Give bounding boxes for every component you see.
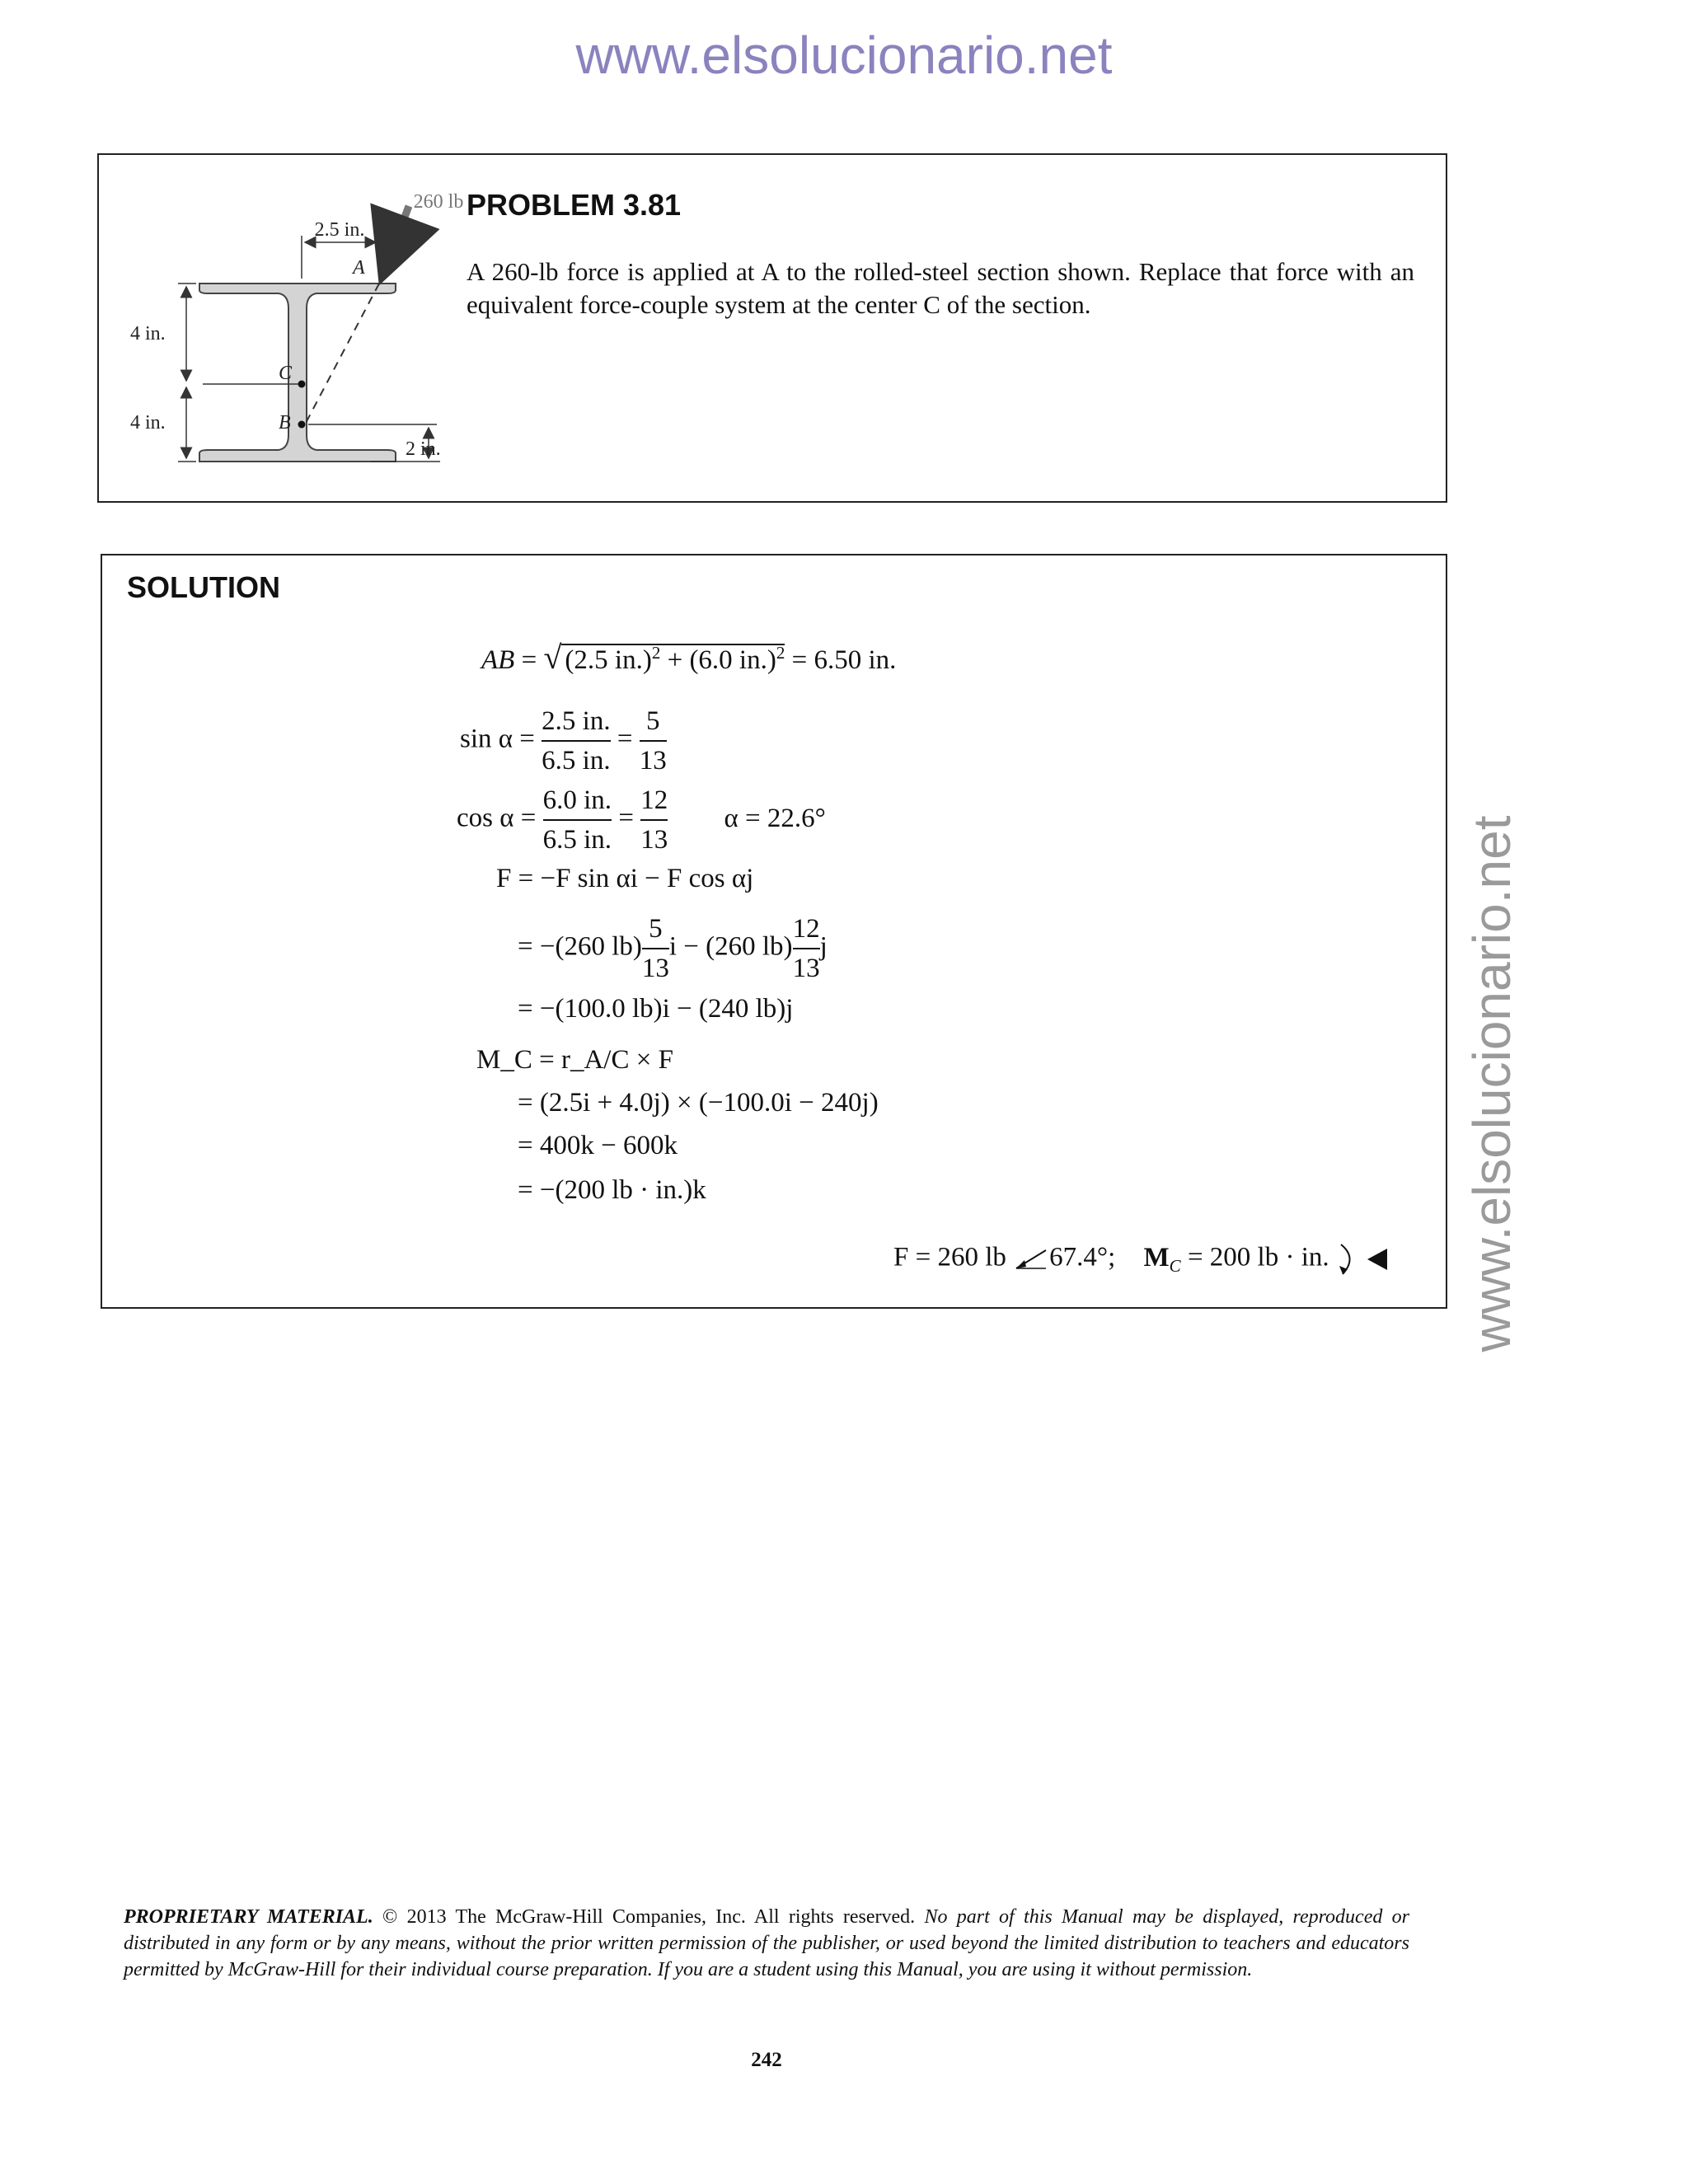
point-b-label: B	[279, 412, 291, 434]
f-line2-n2: 12	[793, 910, 820, 949]
m-line-2: = (2.5i + 4.0j) × (−100.0i − 240j)	[518, 1088, 879, 1118]
cos-num1: 6.0 in.	[543, 781, 612, 821]
answer-angle: 67.4°;	[1049, 1242, 1116, 1272]
solution-box	[101, 554, 1447, 1309]
footer-notice: No part of this Manual may be displayed, reproduced or distributed in any form or by any means, without the prior written permission of the publisher, or used beyond the limited distribution to teachers and educators permitted by McGraw-Hill for their individual course preparation. If you are a student using this Manual, you are using it without permission.	[124, 1906, 1409, 1980]
page-number: 242	[751, 2049, 782, 2071]
ab-lhs: AB	[481, 645, 515, 675]
sin-lhs: sin α =	[460, 724, 535, 754]
cos-den1: 6.5 in.	[542, 825, 612, 855]
copyright-footer	[124, 1904, 1409, 1983]
ab-exp2: 2	[776, 643, 785, 663]
answer-moment-value: = 200 lb · in.	[1187, 1242, 1329, 1272]
f-line2-d1: 13	[641, 954, 669, 983]
problem-box	[97, 153, 1447, 503]
sin-num1: 2.5 in.	[542, 702, 610, 742]
i-beam-figure	[124, 163, 470, 493]
f-line2-b: i − (260 lb)	[668, 931, 793, 962]
sin-den1: 6.5 in.	[542, 746, 611, 776]
ab-base1: (2.5 in.)	[565, 645, 652, 675]
watermark-side: www.elsolucionario.net	[1462, 815, 1522, 1352]
answer-moment-symbol: M	[1143, 1242, 1170, 1272]
sqrt-sign: √	[543, 639, 562, 676]
f-line-3: = −(100.0 lb)i − (240 lb)j	[518, 994, 794, 1024]
ab-base2: (6.0 in.)	[689, 645, 776, 675]
footer-copyright: © 2013 The McGraw-Hill Companies, Inc. All rights reserved.	[382, 1906, 916, 1928]
f-line-2	[518, 910, 828, 987]
sin-equation: sin α = $\frac{2.5 in.}{6.5 in.}$ = $\frac{5}{13}$	[460, 702, 667, 780]
m-line-3: = 400k − 600k	[518, 1131, 678, 1160]
cos-frac-2	[640, 781, 668, 859]
ab-exp1: 2	[651, 643, 661, 663]
point-c-label: C	[279, 363, 293, 384]
f-line2-a: = −(260 lb)	[518, 931, 642, 962]
cos-frac-1	[543, 781, 612, 859]
f-line2-c: j	[819, 931, 828, 962]
f-line-1: F = −F sin αi − F cos αj	[496, 864, 754, 893]
sin-den2: 13	[639, 746, 667, 776]
i-beam-section	[199, 284, 396, 462]
problem-statement: A 260-lb force is applied at A to the rolled-steel section shown. Replace that force with an equivalent force-couple system at the center C of the section.	[467, 257, 1414, 319]
f-frac-2	[793, 910, 820, 987]
solution-title: SOLUTION	[127, 570, 280, 604]
f-line2-d2: 13	[792, 954, 820, 983]
line-of-action	[305, 284, 379, 424]
f-line2-n1: 5	[642, 910, 669, 949]
alpha-value: α = 22.6°	[724, 803, 826, 833]
dim-left-upper-label: 4 in.	[130, 323, 166, 344]
final-answer	[893, 1241, 1389, 1277]
clockwise-moment-icon	[1336, 1241, 1359, 1277]
watermark-top: www.elsolucionario.net	[575, 26, 1113, 85]
point-a-label: A	[353, 257, 365, 279]
dim-left-lower-label: 4 in.	[130, 412, 166, 434]
end-marker-icon	[1366, 1247, 1389, 1272]
point-c-dot	[298, 381, 306, 388]
problem-title: PROBLEM 3.81	[467, 188, 682, 222]
ab-plus: +	[667, 645, 683, 675]
f-frac-1	[642, 910, 669, 987]
sin-num2: 5	[640, 702, 667, 742]
ab-equation: AB = √ (2.5 in.)$^2$ + (6.0 in.)$^2$ = 6.50 in.	[481, 639, 897, 676]
sin-frac-1	[542, 702, 610, 780]
direction-arrow-icon	[1013, 1247, 1049, 1272]
cos-equation: cos α = $\frac{6.0 in.}{6.5 in.}$ = $\frac{12}{13}$ α = 22.6°	[457, 781, 826, 859]
cos-num2: 12	[640, 781, 668, 821]
answer-force: F = 260 lb	[893, 1242, 1006, 1272]
cos-den2: 13	[640, 825, 668, 855]
dim-right-label: 2 in.	[406, 438, 441, 460]
footer-lead: PROPRIETARY MATERIAL.	[124, 1906, 373, 1928]
m-line-4: = −(200 lb · in.)k	[518, 1175, 706, 1205]
point-b-dot	[298, 421, 306, 429]
sqrt-radicand	[561, 644, 785, 675]
force-arrow	[382, 206, 409, 279]
force-label: 260 lb	[413, 191, 464, 213]
answer-moment-sub: C	[1169, 1256, 1181, 1277]
m-line-1: M_C = r_A/C × F	[476, 1045, 673, 1075]
cos-lhs: cos α =	[457, 803, 537, 833]
sin-frac-2	[640, 702, 667, 780]
dim-top-label: 2.5 in.	[314, 219, 365, 241]
ab-result: = 6.50 in.	[791, 645, 897, 675]
